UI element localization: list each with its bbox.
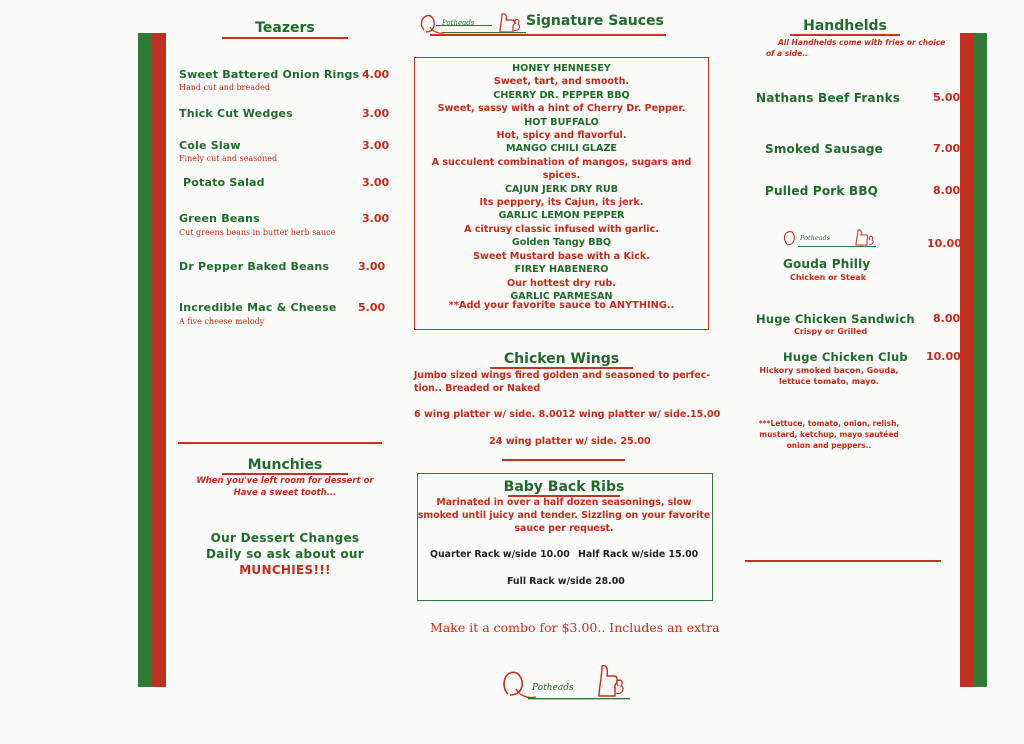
ribs-full-rack: Full Rack w/side 28.00 <box>507 576 625 587</box>
handhelds-note-line: mustard, ketchup, mayo sautéed <box>759 430 899 439</box>
sauce-desc: Sweet Mustard base with a Kick. <box>473 250 650 262</box>
sauce-name: MANGO CHILI GLAZE <box>506 143 617 155</box>
ribs-half-rack: Half Rack w/side 15.00 <box>578 549 699 560</box>
sauce-desc: Sweet, sassy with a hint of Cherry Dr. Pepper. <box>437 103 686 115</box>
left-decorative-bar <box>138 33 165 687</box>
teazer-item-price: 3.00 <box>362 176 390 189</box>
sauce-desc: Its peppery, its Cajun, its jerk. <box>479 197 644 209</box>
teazer-item-price: 5.00 <box>358 301 386 314</box>
wings-6-platter: 6 wing platter w/ side. 8.00 <box>414 409 563 420</box>
sauce-name: HOT BUFFALO <box>524 116 599 128</box>
teazer-item-name: Incredible Mac & Cheese <box>179 301 337 314</box>
sauce-name: CHERRY DR. PEPPER BBQ <box>493 89 630 101</box>
wings-bottom-rule <box>502 459 625 461</box>
teazer-item-name: Dr Pepper Baked Beans <box>179 260 330 273</box>
ribs-title: Baby Back Ribs <box>503 479 625 495</box>
logo-wordmark: Potheads <box>532 683 574 693</box>
munchies-body-line: Our Dessert Changes <box>210 531 360 545</box>
sauce-desc: Hot, spicy and flavorful. <box>496 130 627 142</box>
munchies-subtitle <box>180 475 390 499</box>
wings-desc <box>404 369 720 395</box>
handheld-item-name: Nathans Beef Franks <box>756 91 901 105</box>
teazer-item-price: 3.00 <box>358 260 386 273</box>
teazer-item-name: Potato Salad <box>183 176 265 189</box>
teazer-item-name: Green Beans <box>179 212 260 225</box>
handhelds-subtitle <box>760 37 945 59</box>
ribs-desc-line: sauce per request. <box>514 523 614 534</box>
wings-title: Chicken Wings <box>503 351 620 367</box>
teazer-item-name: Sweet Battered Onion Rings <box>179 68 360 81</box>
handheld-item-price: 10.00 <box>926 350 961 363</box>
teazer-item-desc: Hand cut and breaded <box>179 83 270 92</box>
sauce-name: Golden Tangy BBQ <box>511 237 612 249</box>
handheld-item-price: 7.00 <box>933 142 961 155</box>
handhelds-note-line: ***Lettuce, tomato, onion, relish, <box>758 419 900 428</box>
sauces-title-rule <box>430 34 666 36</box>
wings-12-platter: 12 wing platter w/ side.15.00 <box>562 409 721 420</box>
sauce-desc: A citrusy classic infused with garlic. <box>464 223 659 235</box>
handheld-item-name: Gouda Philly <box>783 257 871 271</box>
sauce-name: CAJUN JERK DRY RUB <box>504 183 619 195</box>
teazer-item-price: 4.00 <box>362 68 390 81</box>
potheads-logo-large <box>500 660 632 704</box>
pot-logo-icon <box>500 660 632 704</box>
sauce-desc: Our hottest dry rub. <box>506 277 617 289</box>
ribs-desc-line: smoked until juicy and tender. Sizzling on your favorite <box>417 510 711 521</box>
munchies-body <box>180 530 390 578</box>
handheld-item-name: Huge Chicken Club <box>783 350 908 364</box>
teazer-item-desc: Finely cut and seasoned <box>179 154 278 163</box>
potheads-logo-inline <box>782 227 882 249</box>
teazers-title: Teazers <box>255 20 315 36</box>
teazer-item-price: 3.00 <box>362 107 390 120</box>
handheld-item-price: 10.00 <box>927 237 962 250</box>
teazers-title-rule <box>222 37 348 39</box>
pot-logo-icon <box>782 227 882 249</box>
teazer-item-price: 3.00 <box>362 139 390 152</box>
sauce-desc: A succulent combination of mangos, sugars and spices. <box>431 156 692 182</box>
sauces-title: Signature Sauces <box>526 13 664 29</box>
handhelds-title-rule <box>790 34 900 36</box>
wings-desc-line: tion.. Breaded or Naked <box>414 383 541 394</box>
sauce-name: GARLIC PARMESAN <box>510 290 613 302</box>
handheld-item-desc: Crispy or Grilled <box>794 327 868 336</box>
sauce-name: HONEY HENNESEY <box>512 63 611 74</box>
handheld-item-price: 8.00 <box>933 184 961 197</box>
wings-24-platter: 24 wing platter w/ side. 25.00 <box>489 436 651 447</box>
combo-note: Make it a combo for $3.00.. Includes an extra <box>430 620 720 635</box>
logo-wordmark: Potheads <box>800 234 831 242</box>
teazers-bottom-rule <box>178 442 382 444</box>
teazer-item-name: Cole Slaw <box>179 139 241 152</box>
handheld-item-price: 8.00 <box>933 312 961 325</box>
munchies-title: Munchies <box>247 457 323 473</box>
handhelds-subtitle-line: of a side.. <box>766 49 808 58</box>
handheld-item-name: Pulled Pork BBQ <box>765 184 879 198</box>
sauce-name: GARLIC LEMON PEPPER <box>498 210 625 222</box>
munchies-subtitle-line: Have a sweet tooth... <box>233 488 337 498</box>
munchies-subtitle-line: When you've left room for dessert or <box>196 476 374 486</box>
sauces-list <box>414 62 709 303</box>
teazer-item-desc: Cut greens beans in butter herb sauce <box>179 228 336 237</box>
handheld-item-name: Huge Chicken Sandwich <box>756 312 915 326</box>
handhelds-title: Handhelds <box>803 18 887 34</box>
handheld-item-name: Smoked Sausage <box>765 142 884 156</box>
handhelds-subtitle-line: All Handhelds come with fries or choice <box>778 38 946 47</box>
teazer-item-price: 3.00 <box>362 212 390 225</box>
teazer-item-desc: A five cheese melody <box>179 317 265 326</box>
wings-desc-line: Jumbo sized wings fired golden and seasoned to perfec- <box>413 370 711 381</box>
ribs-desc <box>417 496 711 535</box>
sauce-desc: Sweet, tart, and smooth. <box>493 76 630 88</box>
handhelds-toppings-note <box>744 418 914 451</box>
sauce-name: FIREY HABENERO <box>514 264 609 276</box>
ribs-quarter-rack: Quarter Rack w/side 10.00 <box>430 549 570 560</box>
munchies-body-line: Daily so ask about our <box>206 547 364 561</box>
handheld-item-price: 5.00 <box>933 91 961 104</box>
handheld-item-desc: Hickory smoked bacon, Gouda, lettuce tomato, mayo. <box>759 366 899 386</box>
munchies-highlight: MUNCHIES!!! <box>239 563 331 577</box>
handhelds-note-line: onion and peppers.. <box>786 441 872 450</box>
handhelds-bottom-rule <box>745 560 941 562</box>
logo-wordmark: Potheads <box>442 19 475 27</box>
right-decorative-bar <box>960 33 987 687</box>
teazer-item-name: Thick Cut Wedges <box>179 107 293 120</box>
sauces-note: **Add your favorite sauce to ANYTHING.. <box>448 300 675 311</box>
handheld-item-desc: Chicken or Steak <box>790 273 867 282</box>
ribs-desc-line: Marinated in over a half dozen seasonings, slow <box>436 497 692 508</box>
